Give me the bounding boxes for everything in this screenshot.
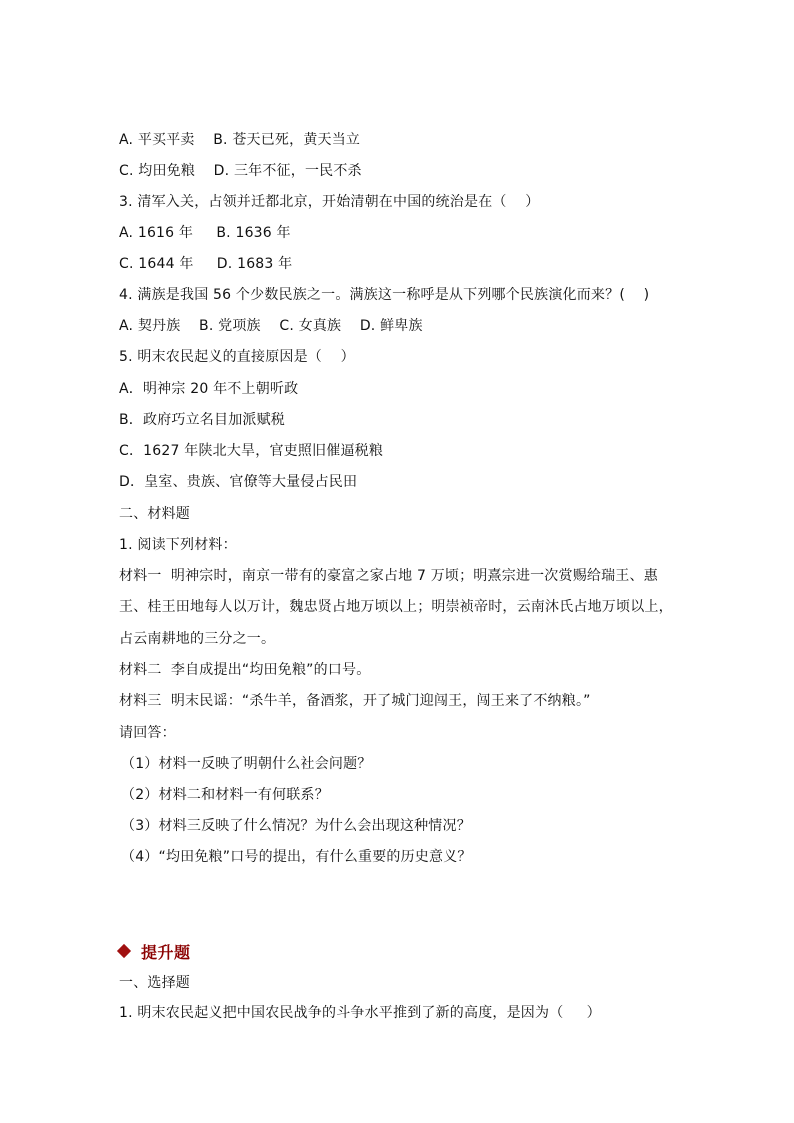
sub-question-1: （1）材料一反映了明朝什么社会问题？ — [121, 756, 372, 772]
material-section-heading: 二、材料题 — [119, 506, 190, 522]
advanced-q1-stem: 1. 明末农民起义把中国农民战争的斗争水平推到了新的高度，是因为（ ） — [119, 1005, 601, 1021]
material-three: 材料三 明末民谣：“杀牛羊，备酒浆，开了城门迎闯王，闯王来了不纳粮。” — [119, 693, 591, 709]
q5-option-c: C．1627 年陕北大旱，官吏照旧催逼税粮 — [119, 443, 384, 459]
material-one-line-1: 材料一 明神宗时，南京一带有的豪富之家占地 7 万顷；明熹宗进一次赏赐给瑞王、惠 — [119, 568, 658, 584]
q3-stem: 3. 清军入关，占领并迁都北京，开始清朝在中国的统治是在（ ） — [119, 194, 540, 210]
material-q1-stem: 1. 阅读下列材料： — [119, 537, 237, 553]
answer-prompt: 请回答： — [119, 725, 176, 741]
q2-options-cd: C. 均田免粮 D. 三年不征，一民不杀 — [119, 163, 362, 179]
advanced-section-header — [119, 940, 191, 962]
q5-stem: 5. 明末农民起义的直接原因是（ ） — [119, 349, 355, 365]
q5-option-a: A．明神宗 20 年不上朝听政 — [119, 381, 299, 397]
sub-question-2: （2）材料二和材料一有何联系？ — [121, 787, 329, 803]
sub-question-3: （3）材料三反映了什么情况？为什么会出现这种情况？ — [121, 818, 471, 834]
q2-options-ab: A. 平买平卖 B. 苍天已死，黄天当立 — [119, 132, 361, 148]
q4-options: A. 契丹族 B. 党项族 C. 女真族 D. 鲜卑族 — [119, 318, 423, 334]
q3-options-ab: A. 1616 年 B. 1636 年 — [119, 225, 291, 241]
q5-option-d: D．皇室、贵族、官僚等大量侵占民田 — [119, 474, 358, 490]
q5-option-b: B．政府巧立名目加派赋税 — [119, 412, 286, 428]
q3-options-cd: C. 1644 年 D. 1683 年 — [119, 256, 293, 272]
advanced-section-title: 提升题 — [141, 942, 191, 962]
q4-stem: 4. 满族是我国 56 个少数民族之一。满族这一称呼是从下列哪个民族演化而来？( ) — [119, 287, 650, 303]
material-one-line-3: 占云南耕地的三分之一。 — [119, 631, 276, 647]
material-one-line-2: 王、桂王田地每人以万计，魏忠贤占地万顷以上；明崇祯帝时，云南沐氏占地万顷以上， — [119, 599, 673, 615]
choice-section-heading: 一、选择题 — [119, 975, 190, 991]
diamond-bullet-icon — [117, 944, 131, 958]
material-two: 材料二 李自成提出“均田免粮”的口号。 — [119, 662, 371, 678]
sub-question-4: （4）“均田免粮”口号的提出，有什么重要的历史意义？ — [121, 849, 472, 865]
